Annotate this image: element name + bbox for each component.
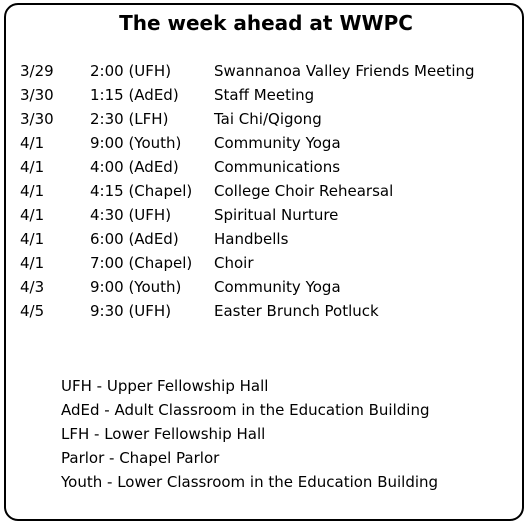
schedule-row [20,107,525,131]
schedule-row [20,275,525,299]
page-title: The week ahead at WWPC [119,11,413,35]
event-name: Handbells [214,230,289,248]
event-name: Community Yoga [214,278,341,296]
event-name: Swannanoa Valley Friends Meeting [214,62,475,80]
legend-item: Youth - Lower Classroom in the Education Building [61,473,439,491]
schedule-row [20,203,525,227]
event-name: Communications [214,158,341,176]
legend-item: AdEd - Adult Classroom in the Education Building [61,401,430,419]
event-date: 4/1 [20,182,45,200]
event-time: 6:00 (AdEd) [90,230,179,248]
event-time: 4:15 (Chapel) [90,182,193,200]
event-time: 2:00 (UFH) [90,62,172,80]
event-name: Spiritual Nurture [214,206,339,224]
event-date: 4/1 [20,230,45,248]
event-date: 4/5 [20,302,45,320]
legend-item: LFH - Lower Fellowship Hall [61,425,266,443]
schedule-row [20,299,525,323]
event-time: 2:30 (LFH) [90,110,169,128]
event-name: Staff Meeting [214,86,315,104]
event-time: 9:00 (Youth) [90,134,182,152]
event-date: 3/30 [20,110,54,128]
event-name: Tai Chi/Qigong [214,110,322,128]
schedule-row [20,59,525,83]
event-name: Choir [214,254,254,272]
event-date: 4/1 [20,254,45,272]
schedule-row [20,131,525,155]
schedule-row [20,179,525,203]
event-time: 1:15 (AdEd) [90,86,179,104]
event-time: 7:00 (Chapel) [90,254,193,272]
legend-item: Parlor - Chapel Parlor [61,449,220,467]
event-date: 4/1 [20,134,45,152]
event-date: 4/1 [20,158,45,176]
schedule-list [20,59,525,323]
schedule-row [20,227,525,251]
event-name: Easter Brunch Potluck [214,302,379,320]
event-name: College Choir Rehearsal [214,182,394,200]
event-date: 3/30 [20,86,54,104]
schedule-row [20,251,525,275]
event-time: 4:30 (UFH) [90,206,172,224]
event-date: 4/1 [20,206,45,224]
event-name: Community Yoga [214,134,341,152]
schedule-row [20,155,525,179]
legend-item: UFH - Upper Fellowship Hall [61,377,269,395]
event-date: 4/3 [20,278,45,296]
event-time: 4:00 (AdEd) [90,158,179,176]
schedule-row [20,83,525,107]
event-time: 9:00 (Youth) [90,278,182,296]
event-time: 9:30 (UFH) [90,302,172,320]
event-date: 3/29 [20,62,54,80]
location-legend [61,374,521,494]
